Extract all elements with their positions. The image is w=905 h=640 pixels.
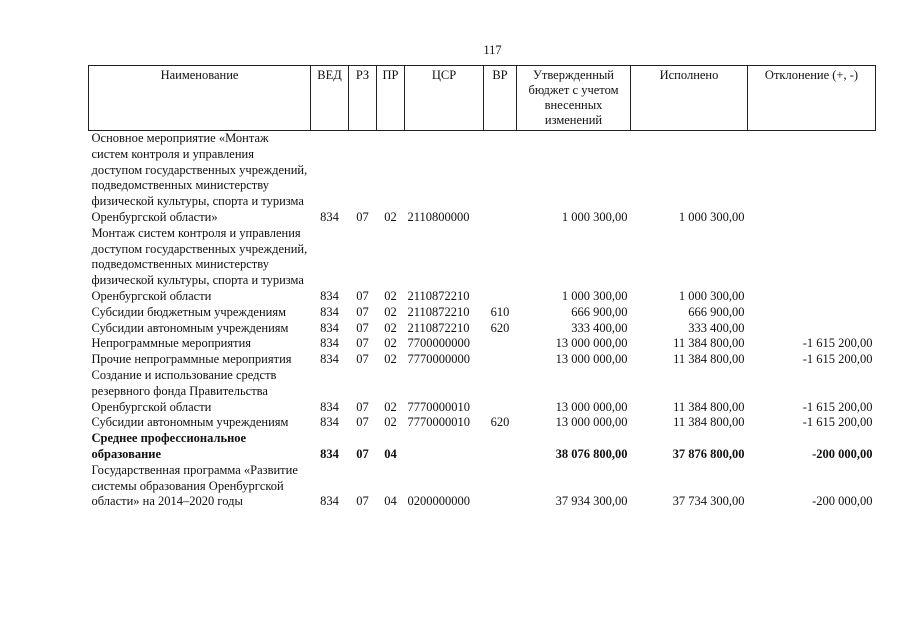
column-header-deviation: Отклонение (+, -) (748, 66, 876, 131)
cell-executed: 11 384 800,00 (673, 415, 745, 430)
cell-deviation: -200 000,00 (812, 446, 873, 461)
column-header-executed: Исполнено (631, 66, 748, 131)
table-header-row (89, 66, 876, 131)
cell-rz: 07 (356, 209, 369, 224)
table-row (89, 321, 876, 337)
cell-vr (484, 336, 517, 352)
cell-approved: 13 000 000,00 (555, 336, 628, 351)
cell-approved: 1 000 300,00 (561, 288, 628, 303)
cell-vr (484, 352, 517, 368)
budget-table (88, 65, 876, 510)
cell-rz: 07 (356, 352, 369, 367)
cell-name: Государственная программа «Развитие системы образования Оренбургской области» на 2014–2020 годы (91, 462, 298, 509)
table-row (89, 131, 876, 226)
cell-rz: 07 (356, 494, 369, 509)
cell-name: Создание и использование средств резервного фонда Правительства Оренбургской области (91, 367, 277, 414)
cell-deviation: -200 000,00 (812, 494, 873, 509)
cell-rz: 07 (356, 399, 369, 414)
cell-deviation (748, 131, 876, 226)
cell-rz: 07 (356, 415, 369, 430)
cell-pr: 02 (384, 209, 397, 224)
cell-ved: 834 (320, 288, 339, 303)
cell-pr: 04 (384, 446, 397, 461)
cell-ved: 834 (320, 415, 339, 430)
column-header-rz: РЗ (349, 66, 377, 131)
cell-csr: 7770000010 (407, 399, 470, 414)
cell-deviation: -1 615 200,00 (802, 415, 873, 430)
column-header-name: Наименование (89, 66, 311, 131)
cell-vr: 620 (490, 415, 510, 430)
cell-executed: 37 734 300,00 (672, 494, 745, 509)
cell-vr (484, 368, 517, 415)
cell-deviation (748, 305, 876, 321)
column-header-pr: ПР (377, 66, 405, 131)
cell-ved: 834 (320, 320, 339, 335)
cell-deviation (748, 226, 876, 305)
cell-rz: 07 (356, 336, 369, 351)
cell-executed: 666 900,00 (688, 304, 745, 319)
cell-approved: 333 400,00 (571, 320, 628, 335)
cell-vr (484, 131, 517, 226)
cell-approved: 1 000 300,00 (561, 209, 628, 224)
column-header-ved: ВЕД (311, 66, 349, 131)
cell-name: Основное мероприятие «Монтаж систем контроля и управления доступом государственных учреждений, подведомственных министерству физической культуры, спорта и туризма Оренбургской области» (91, 131, 308, 224)
cell-ved: 834 (320, 399, 339, 414)
cell-ved: 834 (320, 209, 339, 224)
cell-approved: 666 900,00 (571, 304, 628, 319)
cell-approved: 13 000 000,00 (555, 352, 628, 367)
cell-rz: 07 (356, 320, 369, 335)
column-header-csr: ЦСР (405, 66, 484, 131)
cell-csr: 2110872210 (407, 288, 470, 303)
table-row (89, 431, 876, 463)
cell-ved: 834 (320, 494, 339, 509)
cell-pr: 02 (384, 399, 397, 414)
table-row (89, 336, 876, 352)
cell-executed: 37 876 800,00 (672, 446, 745, 461)
cell-deviation: -1 615 200,00 (802, 399, 873, 414)
cell-pr: 02 (384, 352, 397, 367)
cell-pr: 04 (384, 494, 397, 509)
cell-vr: 610 (490, 304, 510, 319)
table-row (89, 463, 876, 510)
table-row (89, 305, 876, 321)
cell-pr: 02 (384, 320, 397, 335)
cell-vr (484, 431, 517, 463)
column-header-vr: ВР (484, 66, 517, 131)
cell-ved: 834 (320, 304, 339, 319)
cell-name: Среднее профессиональное образование (91, 431, 247, 461)
cell-name: Прочие непрограммные мероприятия (91, 352, 292, 367)
cell-deviation: -1 615 200,00 (802, 336, 873, 351)
cell-executed: 1 000 300,00 (678, 209, 745, 224)
page-number: 117 (483, 43, 502, 57)
cell-csr: 7700000000 (407, 336, 470, 351)
cell-csr (405, 431, 484, 463)
cell-vr: 620 (490, 320, 510, 335)
cell-name: Субсидии автономным учреждениям (91, 320, 289, 335)
cell-approved: 37 934 300,00 (555, 494, 628, 509)
cell-csr: 2110800000 (407, 209, 470, 224)
cell-ved: 834 (320, 446, 339, 461)
cell-deviation: -1 615 200,00 (802, 352, 873, 367)
column-header-approved: Утвержденный бюджет с учетом внесенных изменений (517, 66, 631, 131)
cell-deviation (748, 321, 876, 337)
cell-approved: 13 000 000,00 (555, 415, 628, 430)
cell-csr: 2110872210 (407, 304, 470, 319)
cell-csr: 2110872210 (407, 320, 470, 335)
cell-csr: 7770000010 (407, 415, 470, 430)
cell-vr (484, 463, 517, 510)
cell-csr: 7770000000 (407, 352, 470, 367)
cell-name: Субсидии бюджетным учреждениям (91, 304, 287, 319)
table-row (89, 368, 876, 415)
cell-vr (484, 226, 517, 305)
cell-pr: 02 (384, 288, 397, 303)
cell-executed: 11 384 800,00 (673, 352, 745, 367)
cell-csr: 0200000000 (407, 494, 470, 509)
cell-name: Субсидии автономным учреждениям (91, 415, 289, 430)
cell-approved: 38 076 800,00 (555, 446, 628, 461)
cell-rz: 07 (356, 288, 369, 303)
cell-rz: 07 (356, 446, 369, 461)
cell-executed: 11 384 800,00 (673, 336, 745, 351)
cell-approved: 13 000 000,00 (555, 399, 628, 414)
table-row (89, 226, 876, 305)
table-row (89, 352, 876, 368)
cell-pr: 02 (384, 415, 397, 430)
cell-rz: 07 (356, 304, 369, 319)
cell-executed: 333 400,00 (688, 320, 745, 335)
cell-name: Непрограммные мероприятия (91, 336, 252, 351)
cell-pr: 02 (384, 336, 397, 351)
cell-executed: 1 000 300,00 (678, 288, 745, 303)
table-row (89, 415, 876, 431)
cell-pr: 02 (384, 304, 397, 319)
cell-executed: 11 384 800,00 (673, 399, 745, 414)
cell-ved: 834 (320, 336, 339, 351)
cell-ved: 834 (320, 352, 339, 367)
cell-name: Монтаж систем контроля и управления доступом государственных учреждений, подведомственных министерству физической культуры, спорта и туризма Оренбургской области (91, 225, 308, 303)
